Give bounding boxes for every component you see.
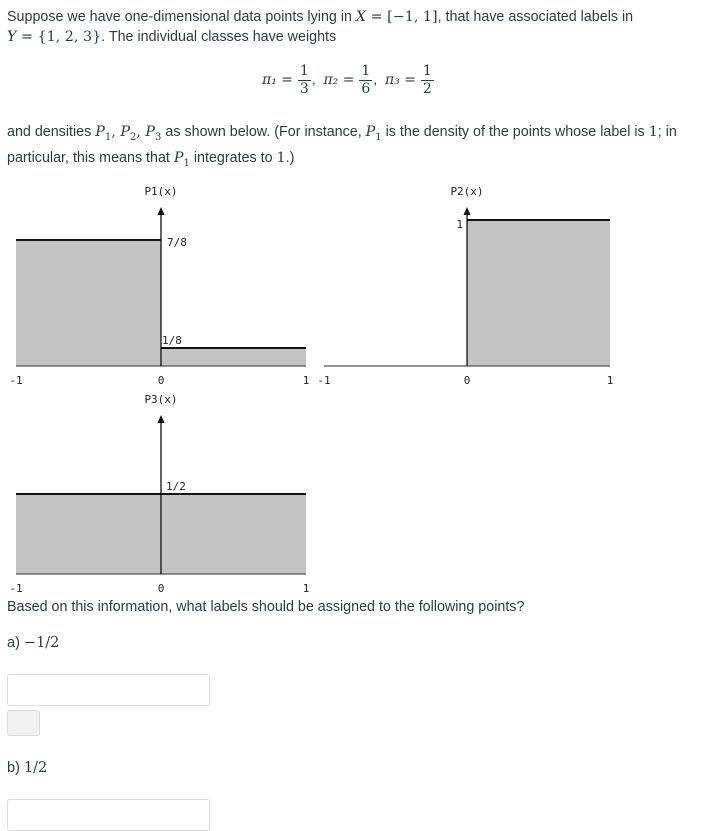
weight-fraction: [298, 63, 311, 98]
density-area: [161, 348, 306, 366]
fraction-numerator: 1: [299, 63, 309, 79]
plot-title: P2(x): [450, 185, 484, 198]
x-tick-label: 0: [463, 374, 471, 387]
part-b-label: [7, 760, 47, 776]
math-p: P: [145, 124, 156, 140]
y-axis-arrow: [158, 415, 165, 423]
densities-text: is the density of the points whose label is: [381, 124, 649, 140]
plot-title: P1(x): [144, 185, 178, 198]
math-subscript: 2: [129, 131, 137, 143]
submit-button-a[interactable]: [7, 710, 40, 736]
densities-text: as shown below. (For instance,: [161, 124, 366, 140]
x-tick-label: 1: [606, 374, 614, 387]
question-text: Based on this information, what labels should be assigned to the following points?: [7, 599, 525, 615]
math-p: P: [365, 124, 376, 140]
x-tick-label: 0: [157, 582, 165, 595]
plot-title: P3(x): [144, 393, 178, 406]
weight-fraction: [421, 63, 434, 98]
math-x: X: [355, 9, 367, 25]
x-tick-label: 0: [157, 374, 165, 387]
part-point: 1/2: [23, 760, 48, 776]
answer-input-b[interactable]: [7, 799, 210, 831]
part-point: −1/2: [23, 635, 60, 651]
density-plot-p1: [0, 180, 330, 390]
fraction-numerator: 1: [422, 63, 432, 79]
x-tick-label: 1: [302, 374, 310, 387]
density-plot-p2: [310, 180, 640, 390]
math-subscript: 3: [155, 131, 162, 143]
densities-text: and densities: [7, 124, 96, 140]
densities-text: ; in particular, this means that: [7, 124, 677, 166]
intro-paragraph: [7, 7, 697, 47]
math-y-set: = {1, 2, 3}: [16, 29, 102, 45]
density-area: [16, 240, 161, 366]
math-p: P: [173, 149, 184, 166]
class-weights: [262, 63, 435, 98]
fraction-numerator: 1: [361, 63, 371, 79]
densities-text: integrates to: [189, 149, 277, 166]
fraction-denominator: 6: [361, 81, 371, 97]
x-tick-label: -1: [317, 374, 331, 387]
weight-fraction: [359, 63, 372, 98]
math-subscript: 1: [104, 131, 112, 143]
value-label: 1/8: [162, 334, 182, 347]
math-p: P: [120, 124, 130, 140]
intro-text-3: . The individual classes have weights: [101, 29, 337, 45]
densities-paragraph: and densities $P_1$, $P_2$, $P_3$ as shown below. (For instance, $P_1$ is the density of the points whose label is 1; in particular, this means that $P_1$ integrates to 1.): [7, 124, 677, 169]
math-one: 1: [648, 124, 658, 140]
intro-text-2: , that have associated labels in: [437, 9, 634, 25]
part-a-label: [7, 635, 59, 651]
math-one: 1: [276, 149, 286, 166]
value-label: 1/2: [166, 480, 186, 493]
fraction-denominator: 3: [299, 81, 309, 97]
weight-name: π₂ =: [323, 72, 355, 89]
densities-text: .): [285, 149, 295, 166]
separator: ,: [373, 71, 378, 88]
x-tick-label: 1: [302, 582, 310, 595]
math-subscript: 1: [375, 131, 382, 143]
density-area: [467, 220, 610, 366]
part-label: b): [7, 760, 24, 776]
math-subscript: 1: [183, 157, 190, 169]
value-label: 1: [456, 218, 463, 231]
value-label: 7/8: [167, 236, 187, 249]
density-plot-p3: [0, 388, 330, 598]
fraction-denominator: 2: [422, 81, 432, 97]
math-p: P: [95, 124, 105, 140]
math-x-domain: = [−1, 1]: [366, 9, 438, 25]
y-axis-arrow: [158, 207, 165, 215]
math-y: Y: [7, 29, 17, 45]
answer-input-a[interactable]: [7, 674, 210, 706]
x-tick-label: -1: [9, 582, 23, 595]
x-tick-label: -1: [9, 374, 23, 387]
weight-name: π₃ =: [384, 72, 416, 89]
y-axis-arrow: [464, 207, 471, 215]
weight-name: π₁ =: [262, 72, 293, 89]
separator: ,: [311, 71, 316, 88]
part-label: a): [7, 635, 24, 651]
intro-text: Suppose we have one-dimensional data points lying in: [7, 9, 356, 25]
